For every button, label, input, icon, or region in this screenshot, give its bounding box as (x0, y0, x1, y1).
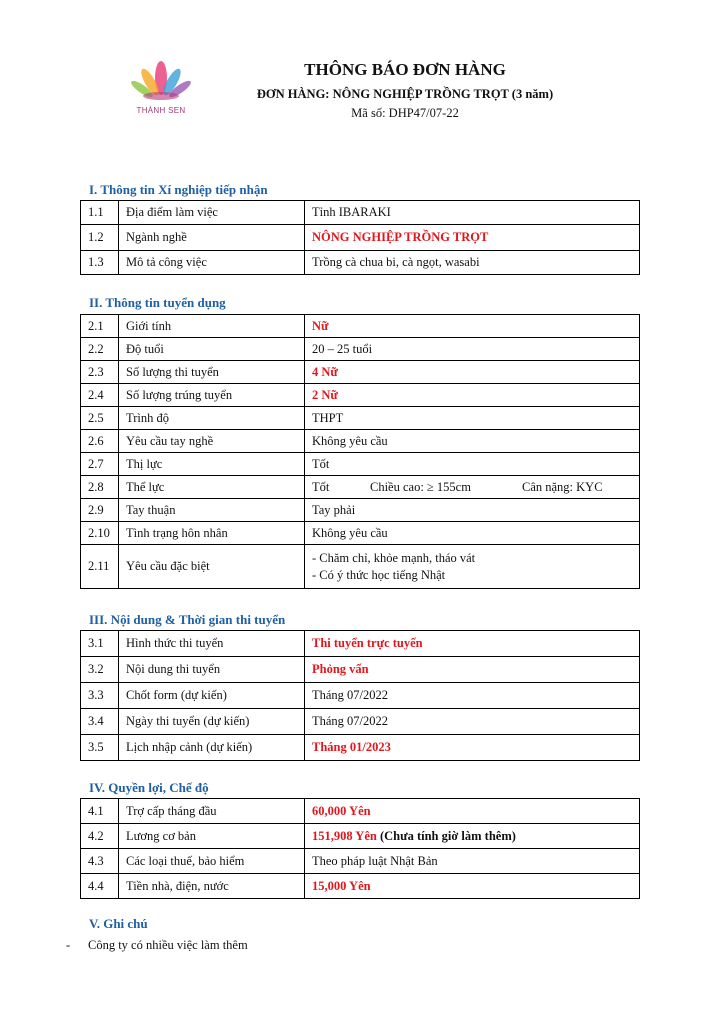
row-label: Thị lực (119, 453, 305, 476)
row-label: Tiền nhà, điện, nước (119, 874, 305, 899)
table-row (81, 657, 640, 683)
company-logo (122, 58, 200, 120)
table-row (81, 824, 640, 849)
special-requirement-1: - Chăm chỉ, khỏe mạnh, tháo vát (312, 551, 476, 566)
row-value: 20 – 25 tuổi (305, 338, 640, 361)
table-row (81, 315, 640, 338)
row-number: 2.11 (81, 545, 119, 589)
row-number: 3.4 (81, 709, 119, 735)
row-value: Tỉnh IBARAKI (305, 201, 640, 225)
section-1-table (80, 200, 640, 275)
section-2-title: II. Thông tin tuyển dụng (89, 295, 226, 310)
table-row (81, 735, 640, 761)
row-value: 2 Nữ (305, 384, 640, 407)
row-number: 4.2 (81, 824, 119, 849)
note-item (66, 938, 248, 953)
row-label: Số lượng thi tuyển (119, 361, 305, 384)
physique-weight: Cân nặng: KYC (522, 479, 603, 494)
row-number: 2.5 (81, 407, 119, 430)
table-row (81, 631, 640, 657)
table-row (81, 499, 640, 522)
table-row (81, 407, 640, 430)
section-4-title: IV. Quyền lợi, Chế độ (89, 780, 209, 795)
row-label: Địa điểm làm việc (119, 201, 305, 225)
table-row (81, 201, 640, 225)
table-row (81, 545, 640, 589)
row-number: 2.3 (81, 361, 119, 384)
row-value: Không yêu cầu (305, 430, 640, 453)
row-value (305, 545, 640, 589)
row-number: 4.4 (81, 874, 119, 899)
row-label: Yêu cầu tay nghề (119, 430, 305, 453)
row-label: Ngành nghề (119, 225, 305, 251)
row-number: 4.1 (81, 799, 119, 824)
row-number: 1.1 (81, 201, 119, 225)
row-value: THPT (305, 407, 640, 430)
table-row (81, 338, 640, 361)
row-number: 1.3 (81, 251, 119, 275)
document-header (200, 60, 610, 121)
row-value: Tháng 07/2022 (305, 709, 640, 735)
section-3-title: III. Nội dung & Thời gian thi tuyển (89, 612, 286, 627)
table-row (81, 709, 640, 735)
row-number: 2.8 (81, 476, 119, 499)
section-5-title: V. Ghi chú (89, 916, 148, 931)
table-row (81, 476, 640, 499)
row-number: 2.7 (81, 453, 119, 476)
row-number: 2.6 (81, 430, 119, 453)
table-row (81, 384, 640, 407)
row-number: 1.2 (81, 225, 119, 251)
table-row (81, 874, 640, 899)
row-label: Các loại thuế, bảo hiểm (119, 849, 305, 874)
row-number: 2.9 (81, 499, 119, 522)
row-number: 2.2 (81, 338, 119, 361)
row-label: Yêu cầu đặc biệt (119, 545, 305, 589)
row-value: Thi tuyển trực tuyến (305, 631, 640, 657)
table-row (81, 430, 640, 453)
row-value: Không yêu cầu (305, 522, 640, 545)
row-value: 15,000 Yên (305, 874, 640, 899)
row-number: 4.3 (81, 849, 119, 874)
row-value: 60,000 Yên (305, 799, 640, 824)
document-code: Mã số: DHP47/07-22 (351, 106, 459, 120)
row-label: Trình độ (119, 407, 305, 430)
row-number: 3.2 (81, 657, 119, 683)
table-row (81, 683, 640, 709)
physique-value: Tốt (312, 479, 330, 494)
row-number: 2.10 (81, 522, 119, 545)
table-row (81, 361, 640, 384)
row-number: 2.1 (81, 315, 119, 338)
row-number: 3.3 (81, 683, 119, 709)
table-row (81, 225, 640, 251)
row-value: Nữ (305, 315, 640, 338)
table-row (81, 799, 640, 824)
section-3-table (80, 630, 640, 761)
row-value: Tháng 07/2022 (305, 683, 640, 709)
row-value: Phỏng vấn (305, 657, 640, 683)
row-value: Theo pháp luật Nhật Bản (305, 849, 640, 874)
note-text: Công ty có nhiều việc làm thêm (88, 938, 248, 952)
row-value (305, 824, 640, 849)
special-requirement-2: - Có ý thức học tiếng Nhật (312, 567, 446, 582)
row-number: 3.1 (81, 631, 119, 657)
logo-text: THÀNH SEN (136, 106, 186, 115)
section-2-table (80, 314, 640, 589)
row-label: Mô tả công việc (119, 251, 305, 275)
row-value: 4 Nữ (305, 361, 640, 384)
row-value: Trồng cà chua bi, cà ngọt, wasabi (305, 251, 640, 275)
salary-note: (Chưa tính giờ làm thêm) (379, 828, 516, 843)
physique-height: Chiều cao: ≥ 155cm (370, 479, 471, 494)
row-value: Tháng 01/2023 (305, 735, 640, 761)
section-4-table (80, 798, 640, 899)
bullet-dash: - (66, 938, 71, 952)
section-1-title: I. Thông tin Xí nghiệp tiếp nhận (89, 182, 268, 197)
document-title: THÔNG BÁO ĐƠN HÀNG (304, 60, 506, 79)
table-row (81, 453, 640, 476)
table-row (81, 522, 640, 545)
row-value: Tay phải (305, 499, 640, 522)
row-label: Trợ cấp tháng đầu (119, 799, 305, 824)
row-label: Độ tuổi (119, 338, 305, 361)
row-label: Chốt form (dự kiến) (119, 683, 305, 709)
row-label: Tình trạng hôn nhân (119, 522, 305, 545)
row-label: Thể lực (119, 476, 305, 499)
row-number: 2.4 (81, 384, 119, 407)
row-label: Tay thuận (119, 499, 305, 522)
row-label: Nội dung thi tuyển (119, 657, 305, 683)
row-value: NÔNG NGHIỆP TRỒNG TRỌT (305, 225, 640, 251)
row-label: Lương cơ bản (119, 824, 305, 849)
row-label: Ngày thi tuyển (dự kiến) (119, 709, 305, 735)
row-label: Giới tính (119, 315, 305, 338)
table-row (81, 251, 640, 275)
document-subtitle: ĐƠN HÀNG: NÔNG NGHIỆP TRỒNG TRỌT (3 năm) (256, 87, 554, 101)
row-label: Số lượng trúng tuyển (119, 384, 305, 407)
row-value: Tốt (305, 453, 640, 476)
salary-value: 151,908 Yên (312, 828, 377, 843)
row-number: 3.5 (81, 735, 119, 761)
row-label: Lịch nhập cảnh (dự kiến) (119, 735, 305, 761)
lotus-logo-icon (128, 58, 194, 104)
row-value-physique (305, 476, 640, 499)
row-label: Hình thức thi tuyển (119, 631, 305, 657)
table-row (81, 849, 640, 874)
